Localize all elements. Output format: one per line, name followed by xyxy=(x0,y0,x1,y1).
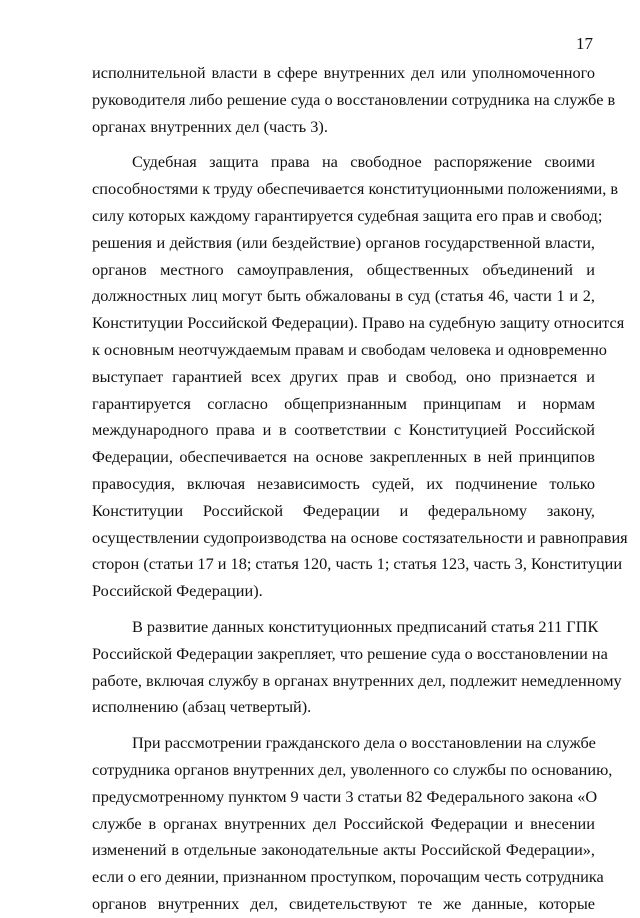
paragraph-line: силу которых каждому гарантируется судебная защита его прав и свобод; xyxy=(92,205,603,225)
page-number: 17 xyxy=(576,34,593,53)
paragraph-line: решения и действия (или бездействие) органов государственной власти, xyxy=(92,232,595,252)
document-body xyxy=(92,60,628,918)
paragraph-line: сторон (статьи 17 и 18; статья 120, часть 1; статья 123, часть 3, Конституции xyxy=(92,554,623,574)
paragraph-line: руководителя либо решение суда о восстановлении сотрудника на службе в xyxy=(92,89,616,109)
paragraph-line: Российской Федерации). xyxy=(92,581,263,601)
paragraph-line: осуществлении судопроизводства на основе состязательности и равноправия xyxy=(92,527,628,547)
paragraph-line: гарантируется согласно общепризнанным принципам и нормам xyxy=(92,393,595,413)
paragraph-line: правосудия, включая независимость судей, их подчинение только xyxy=(92,473,595,493)
paragraph-gap xyxy=(92,721,595,730)
paragraph xyxy=(92,149,628,605)
paragraph-line: международного права и в соответствии с Конституцией Российской xyxy=(92,420,595,440)
paragraph-line: если о его деянии, признанном проступком, порочащим честь сотрудника xyxy=(92,867,604,887)
paragraph-line: работе, включая службу в органах внутренних дел, подлежит немедленному xyxy=(92,670,622,690)
paragraph xyxy=(92,60,616,140)
paragraph-line: Российской Федерации закрепляет, что решение суда о восстановлении на xyxy=(92,643,608,663)
paragraph-line: изменений в отдельные законодательные акты Российской Федерации», xyxy=(92,840,595,860)
paragraph-line: исполнительной власти в сфере внутренних дел или уполномоченного xyxy=(92,63,595,82)
paragraph-line: Судебная защита права на свободное распоряжение своими xyxy=(132,152,595,172)
paragraph-line: способностями к труду обеспечивается конституционными положениями, в xyxy=(92,179,619,199)
paragraph-line: органах внутренних дел (часть 3). xyxy=(92,116,328,136)
paragraph-line: Федерации, обеспечивается на основе закрепленных в ней принципов xyxy=(92,447,595,467)
paragraph-line: должностных лиц могут быть обжалованы в суд (статья 46, части 1 и 2, xyxy=(92,286,595,306)
paragraph-line: В развитие данных конституционных предписаний статья 211 ГПК xyxy=(132,616,599,636)
paragraph-line: предусмотренному пунктом 9 части 3 статьи 82 Федерального закона «О xyxy=(92,786,598,806)
paragraph-gap xyxy=(92,140,595,149)
paragraph xyxy=(92,614,622,721)
paragraph-line: органов внутренних дел, свидетельствуют те же данные, которые xyxy=(92,893,595,913)
paragraph-line: При рассмотрении гражданского дела о восстановлении на службе xyxy=(132,733,596,753)
paragraph-line: к основным неотчуждаемым правам и свободам человека и одновременно xyxy=(92,339,607,359)
paragraph xyxy=(92,730,613,918)
paragraph-line: выступает гарантией всех других прав и свобод, оно признается и xyxy=(92,366,595,386)
paragraph-line: органов местного самоуправления, общественных объединений и xyxy=(92,259,595,279)
paragraph-line: Конституции Российской Федерации и федеральному закону, xyxy=(92,500,595,520)
paragraph-line: Конституции Российской Федерации). Право на судебную защиту относится xyxy=(92,313,625,333)
paragraph-line: сотрудника органов внутренних дел, уволенного со службы по основанию, xyxy=(92,759,613,779)
paragraph-line: исполнению (абзац четвертый). xyxy=(92,697,312,717)
paragraph-line: службе в органах внутренних дел Российской Федерации и внесении xyxy=(92,813,595,833)
paragraph-gap xyxy=(92,605,595,614)
